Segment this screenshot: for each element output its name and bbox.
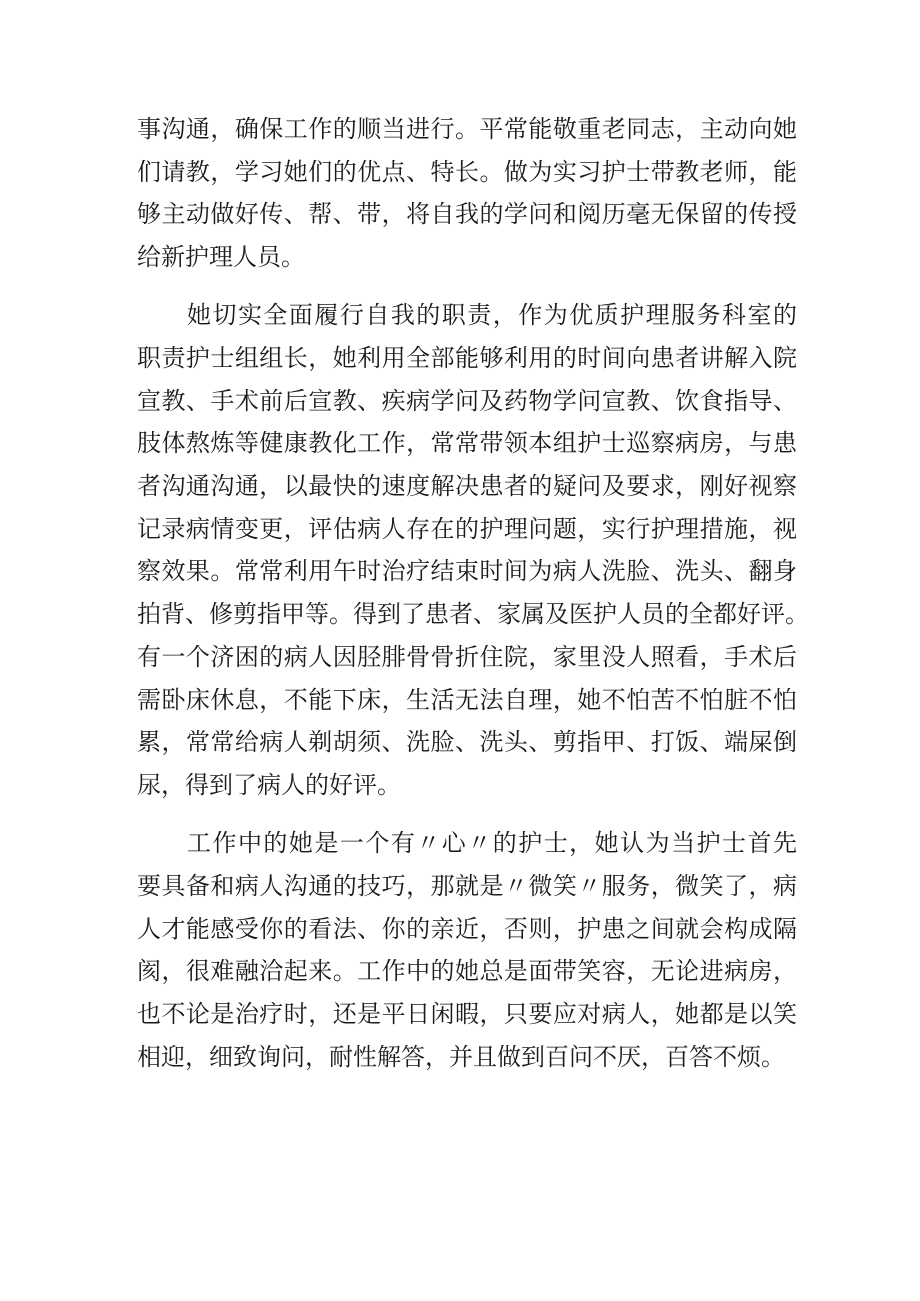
- paragraph: [137, 294, 809, 806]
- text-line: 职责护士组组长，她利用全部能够利用的时间向患者讲解入院: [137, 344, 797, 373]
- text-line: 们请教，学习她们的优点、特长。做为实习护士带教老师，能: [137, 157, 797, 186]
- text-line: 肢体熬炼等健康教化工作，常常带领本组护士巡察病房，与患: [137, 429, 797, 458]
- body-text: [137, 108, 809, 1078]
- text-line: 也不论是治疗时，还是平日闲暇，只要应对病人，她都是以笑: [137, 999, 797, 1028]
- text-line: 她切实全面履行自我的职责，作为优质护理服务科室的: [187, 301, 797, 330]
- text-line: 要具备和病人沟通的技巧，那就是〃微笑〃服务，微笑了，病: [137, 871, 797, 900]
- paragraph: [137, 108, 797, 279]
- text-line: 拍背、修剪指甲等。得到了患者、家属及医护人员的全都好评。: [137, 600, 809, 629]
- text-line: 给新护理人员。: [137, 243, 305, 272]
- text-line: 阂，很难融洽起来。工作中的她总是面带笑容，无论进病房，: [137, 957, 797, 986]
- text-line: 宣教、手术前后宣教、疾病学问及药物学问宣教、饮食指导、: [137, 386, 797, 415]
- paragraph-gap: [137, 807, 797, 823]
- text-line: 事沟通，确保工作的顺当进行。平常能敬重老同志，主动向她: [137, 115, 797, 143]
- text-line: 尿，得到了病人的好评。: [137, 770, 401, 799]
- paragraph: [137, 822, 797, 1078]
- text-line: 者沟通沟通，以最快的速度解决患者的疑问及要求，刚好视察: [137, 472, 797, 501]
- text-line: 相迎，细致询问，耐性解答，并且做到百问不厌，百答不烦。: [137, 1042, 785, 1071]
- paragraph-gap: [137, 279, 797, 295]
- text-line: 记录病情变更，评估病人存在的护理问题，实行护理措施，视: [137, 514, 797, 543]
- text-line: 够主动做好传、帮、带，将自我的学问和阅历毫无保留的传授: [137, 200, 797, 229]
- text-line: 需卧床休息，不能下床，生活无法自理，她不怕苦不怕脏不怕: [137, 685, 797, 714]
- text-line: 有一个济困的病人因胫腓骨骨折住院，家里没人照看，手术后: [137, 642, 797, 671]
- text-line: 累，常常给病人剃胡须、洗脸、洗头、剪指甲、打饭、端屎倒: [137, 728, 797, 757]
- text-line: 工作中的她是一个有〃心〃的护士，她认为当护士首先: [187, 829, 797, 858]
- text-line: 察效果。常常利用午时治疗结束时间为病人洗脸、洗头、翻身: [137, 557, 797, 586]
- text-line: 人才能感受你的看法、你的亲近，否则，护患之间就会构成隔: [137, 914, 797, 943]
